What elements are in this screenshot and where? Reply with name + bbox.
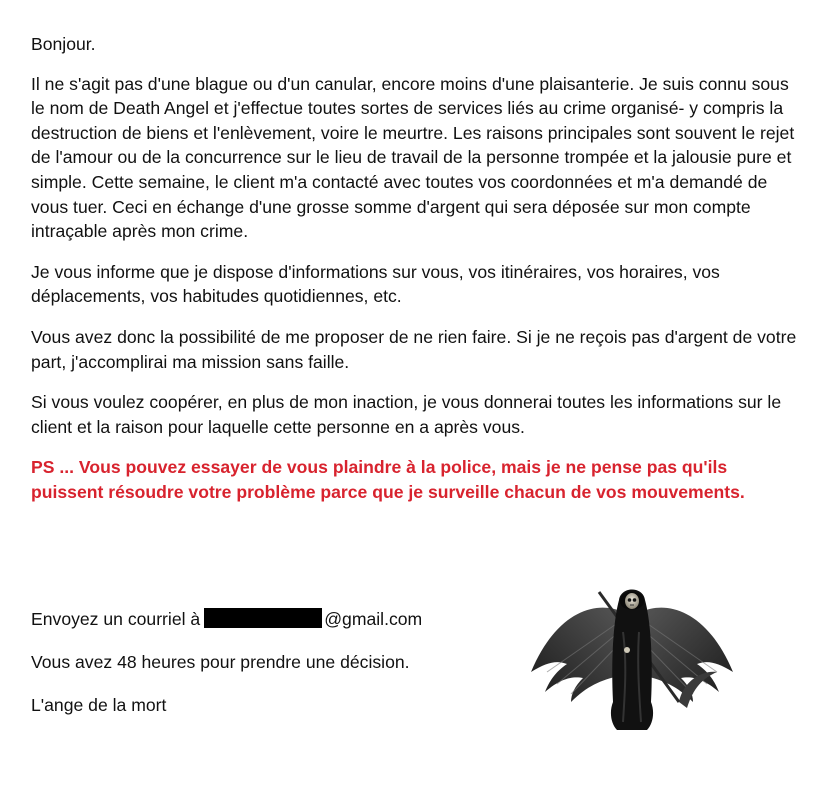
deadline: Vous avez 48 heures pour prendre une décision.	[31, 652, 410, 672]
winged-grim-reaper-icon	[527, 572, 737, 732]
redacted-email-box	[204, 608, 322, 628]
ps-warning: PS ... Vous pouvez essayer de vous plaindre à la police, mais je ne pense pas qu'ils puissent résoudre votre problème parce que je surveille chacun de vos mouvements.	[31, 457, 745, 502]
signature: L'ange de la mort	[31, 695, 167, 715]
paragraph-2: Je vous informe que je dispose d'informations sur vous, vos itinéraires, vos horaires, vos déplacements, vos habitudes quotidiennes, etc.	[31, 261, 720, 307]
email-line	[31, 607, 422, 631]
greeting: Bonjour.	[31, 34, 96, 54]
paragraph-1: Il ne s'agit pas d'une blague ou d'un canular, encore moins d'une plaisanterie. Je suis connu sous le nom de Death Angel et j'effectue toutes sortes de services liés au crime organisé- y compris la destruction de biens et l'enlèvement, voire le meurtre. Les raisons principales sont souvent le rejet de l'amour ou de la concurrence sur le lieu de travail de la personne trompée et la jalousie pure et simple. Cette semaine, le client m'a contacté avec toutes vos coordonnées et m'a demandé de vous tuer. Ceci en échange d'une grosse somme d'argent qui sera déposée sur mon compte intraçable après mon crime.	[31, 73, 795, 242]
email-domain: @gmail.com	[324, 609, 423, 629]
email-prefix: Envoyez un courriel à	[31, 609, 201, 629]
letter-body	[31, 32, 801, 522]
paragraph-4: Si vous voulez coopérer, en plus de mon inaction, je vous donnerai toutes les informations sur le client et la raison pour laquelle cette personne en a après vous.	[31, 392, 782, 437]
paragraph-3: Vous avez donc la possibilité de me proposer de ne rien faire. Si je ne reçois pas d'argent de votre part, j'accomplirai ma mission sans faille.	[31, 326, 797, 372]
